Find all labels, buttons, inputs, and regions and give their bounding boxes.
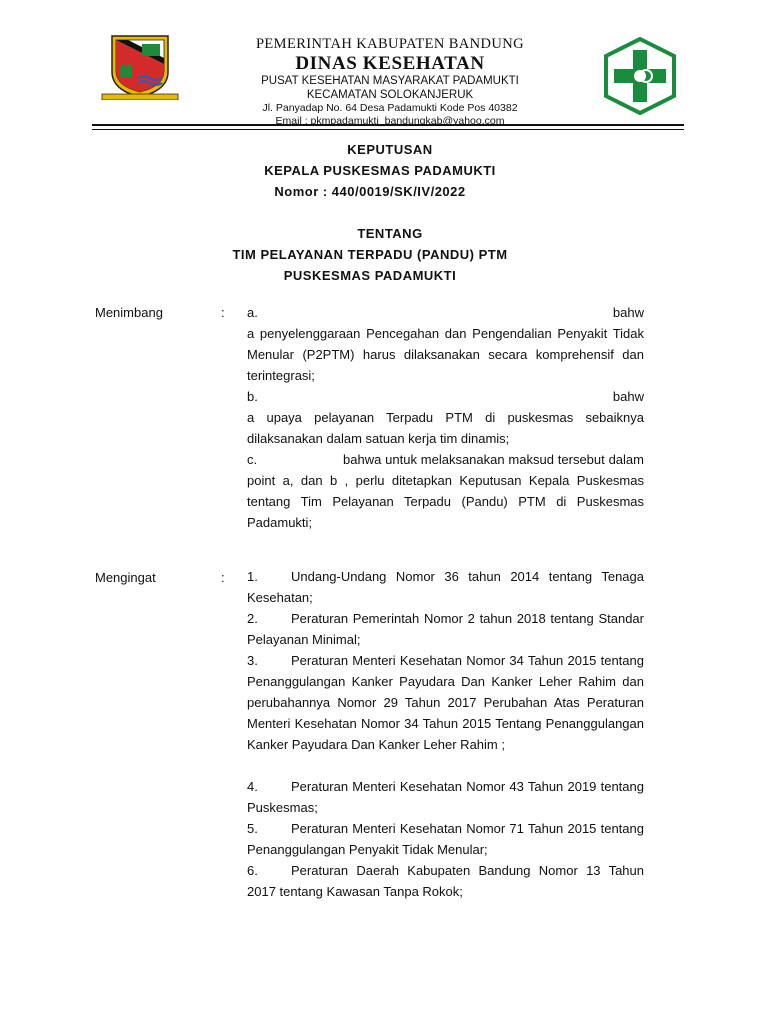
mengingat-item-3 [247, 650, 644, 755]
menimbang-item-c [247, 449, 644, 533]
item-text: Peraturan Menteri Kesehatan Nomor 34 Tahun 2015 tentang Penanggulangan Kanker Payudara Dan Kanker Leher Rahim dan perubahannya Nomor 29 Tahun 2017 Perubahan Atas Peraturan Menteri Kesehatan Nomor 34 Tahun 2015 Tentang Penanggulangan Kanker Payudara Dan Kanker Leher Rahim ; [247, 653, 644, 752]
decree-subject-line2: PUSKESMAS PADAMUKTI [283, 268, 457, 283]
item-marker: 5. [247, 821, 258, 836]
letterhead-email: Email : pkmpadamukti_bandungkab@yahoo.com [275, 115, 505, 127]
mengingat-item-5 [247, 818, 644, 860]
mengingat-item-4 [247, 776, 644, 818]
item-text: a penyelenggaraan Pencegahan dan Pengendalian Penyakit Tidak Menular (P2PTM) harus dilaksanakan secara komprehensif dan terintegrasi; [247, 326, 644, 383]
letterhead-rule-thick [92, 124, 684, 126]
item-marker: a. [247, 305, 258, 320]
item-tail: bahw [612, 305, 644, 320]
item-marker: 1. [247, 569, 258, 584]
item-marker: 2. [247, 611, 258, 626]
mengingat-item-1 [247, 566, 644, 608]
menimbang-colon: : [221, 305, 225, 320]
menimbang-item-a [247, 302, 644, 386]
item-text: Peraturan Menteri Kesehatan Nomor 71 Tahun 2015 tentang Penanggulangan Penyakit Tidak Menular; [247, 821, 644, 857]
letterhead-center: PUSAT KESEHATAN MASYARAKAT PADAMUKTI [261, 75, 519, 87]
letterhead-address: Jl. Panyadap No. 64 Desa Padamukti Kode Pos 40382 [262, 102, 518, 114]
item-text: Peraturan Menteri Kesehatan Nomor 43 Tahun 2019 tentang Puskesmas; [247, 779, 644, 815]
mengingat-colon: : [221, 570, 225, 585]
item-text: Undang-Undang Nomor 36 tahun 2014 tentang Tenaga Kesehatan; [247, 569, 644, 605]
item-marker: b. [247, 389, 258, 404]
kabupaten-bandung-emblem-icon [98, 34, 182, 100]
letterhead-rule-thin [92, 129, 684, 130]
decree-number: Nomor : 440/0019/SK/IV/2022 [274, 184, 466, 199]
mengingat-item-6 [247, 860, 644, 902]
letterhead-government: PEMERINTAH KABUPATEN BANDUNG [255, 36, 525, 52]
menimbang-item-b [247, 386, 644, 449]
item-tail: bahw [612, 389, 644, 404]
item-text: Peraturan Daerah Kabupaten Bandung Nomor 13 Tahun 2017 tentang Kawasan Tanpa Rokok; [247, 863, 644, 899]
item-text: a upaya pelayanan Terpadu PTM di puskesmas sebaiknya dilaksanakan dalam satuan kerja tim dinamis; [247, 410, 644, 446]
letterhead-district: KECAMATAN SOLOKANJERUK [306, 89, 474, 101]
mengingat-label: Mengingat [95, 570, 156, 585]
item-marker: c. [247, 452, 258, 467]
mengingat-item-2 [247, 608, 644, 650]
letterhead [190, 36, 590, 128]
item-marker: 4. [247, 779, 258, 794]
decree-issuer: KEPALA PUSKESMAS PADAMUKTI [264, 163, 496, 178]
item-marker: 6. [247, 863, 258, 878]
decree-about-heading: TENTANG [357, 226, 423, 241]
decree-heading: KEPUTUSAN [347, 142, 433, 157]
item-text: bahwa untuk melaksanakan maksud tersebut dalam point a, dan b , perlu ditetapkan Keputusan Kepala Puskesmas tentang Tim Pelayanan Terpadu (Pandu) PTM di Puskesmas Padamukti; [247, 452, 644, 530]
decree-subject-line1: TIM PELAYANAN TERPADU (PANDU) PTM [232, 247, 508, 262]
item-text: Peraturan Pemerintah Nomor 2 tahun 2018 tentang Standar Pelayanan Minimal; [247, 611, 644, 647]
menimbang-label: Menimbang [95, 305, 163, 320]
item-marker: 3. [247, 653, 258, 668]
health-cross-logo-icon [600, 36, 680, 116]
letterhead-agency: DINAS KESEHATAN [295, 53, 485, 74]
